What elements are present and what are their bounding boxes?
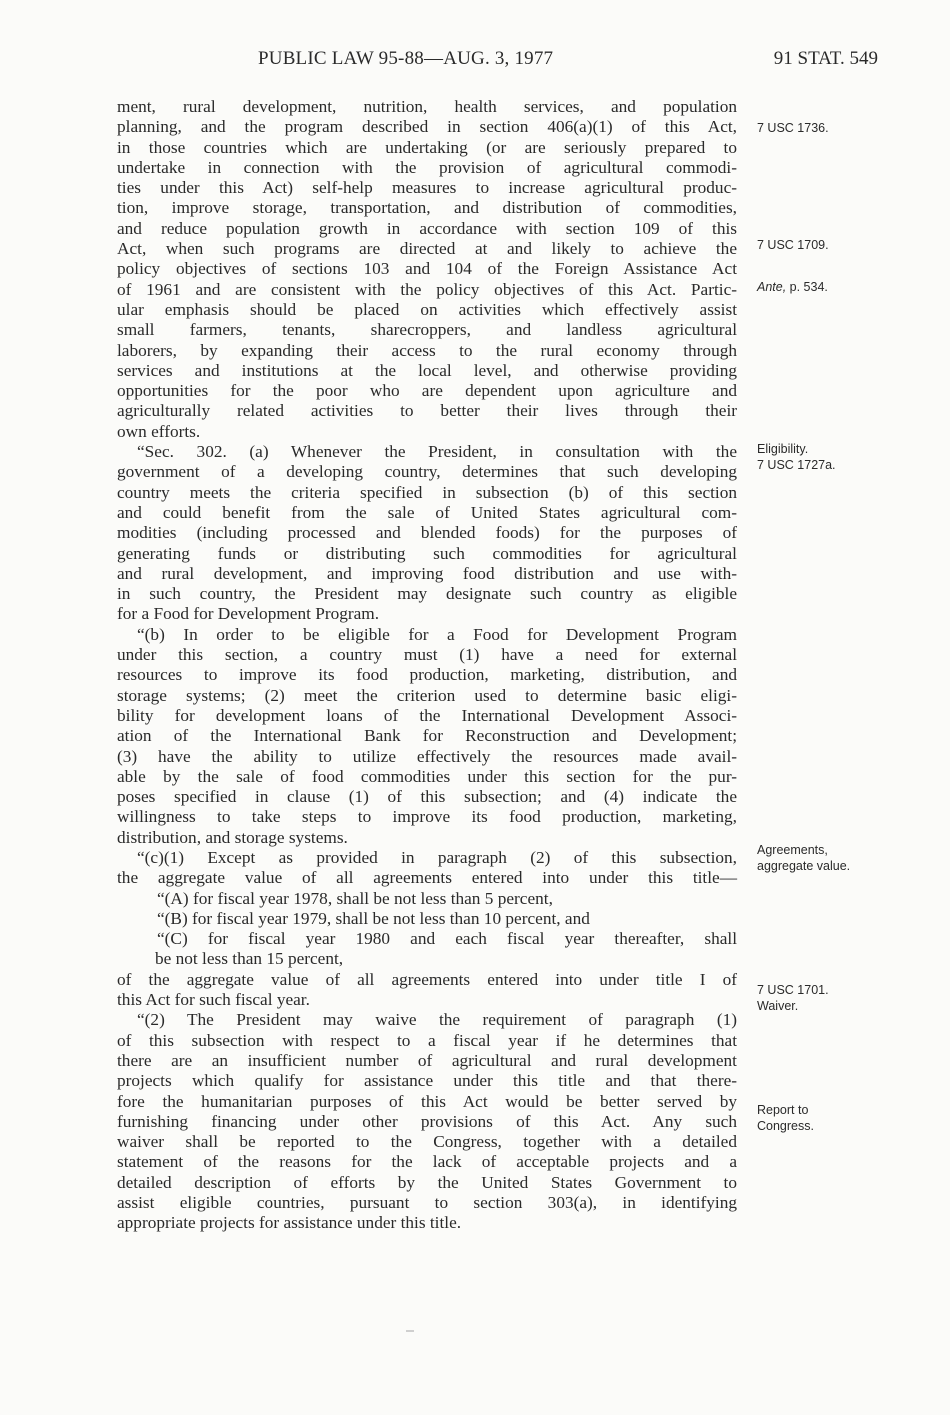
margin-note-usc-1709: 7 USC 1709. (757, 238, 829, 252)
text-line: ation of the International Bank for Reconstruction and Development; (117, 726, 737, 746)
text-line: willingness to take steps to improve its food production, marketing, (117, 807, 737, 827)
text-line: ular emphasis should be placed on activities which effectively assist (117, 299, 737, 319)
text-line: resources to improve its food production, marketing, distribution, and (117, 665, 737, 685)
print-speck (406, 1330, 414, 1332)
text-line: opportunities for the poor who are dependent upon agriculture and (117, 381, 737, 401)
text-line: projects which qualify for assistance under this title and that there- (117, 1071, 737, 1091)
text-line: services and institutions at the local level, and otherwise providing (117, 360, 737, 380)
text-line: agriculturally related activities to better their lives through their (117, 401, 737, 421)
text-line: modities (including processed and blended foods) for the purposes of (117, 523, 737, 543)
text-line: “(A) for fiscal year 1978, shall be not less than 5 percent, (157, 888, 553, 908)
text-line: ties under this Act) self-help measures to increase agricultural produc- (117, 178, 737, 198)
text-line: appropriate projects for assistance under this title. (117, 1213, 462, 1233)
text-line: be not less than 15 percent, (155, 949, 344, 969)
text-line: (3) have the ability to utilize effectively the resources made avail- (117, 746, 737, 766)
text-line: there are an insufficient number of agricultural and rural development (117, 1050, 737, 1070)
page-header (0, 48, 950, 74)
margin-note-report-to-congress: Report to Congress. (757, 1103, 814, 1133)
text-line: “(B) for fiscal year 1979, shall be not less than 10 percent, and (157, 908, 590, 928)
text-line: this Act for such fiscal year. (117, 990, 310, 1010)
text-line: ment, rural development, nutrition, health services, and population (117, 97, 737, 116)
text-line: own efforts. (117, 421, 201, 441)
text-line: of this subsection with respect to a fiscal year if he determines that (117, 1030, 737, 1050)
margin-note-agreements-aggregate-value: Agreements, aggregate value. (757, 843, 851, 873)
text-line: detailed description of efforts by the United States Government to (117, 1172, 737, 1192)
header-page-number: 91 STAT. 549 (773, 48, 878, 69)
text-line: small farmers, tenants, sharecroppers, and landless agricultural (117, 320, 737, 340)
statute-body-text (117, 97, 737, 1234)
text-line: of the aggregate value of all agreements entered into under title I of (117, 969, 737, 989)
text-line: “(b) In order to be eligible for a Food for Development Program (137, 624, 737, 644)
text-line: furnishing financing under other provisions of this Act. Any such (117, 1111, 737, 1131)
text-line: generating funds or distributing such commodities for agricultural (117, 543, 737, 563)
text-line: “Sec. 302. (a) Whenever the President, in consultation with the (137, 442, 737, 462)
text-line: laborers, by expanding their access to the rural economy through (117, 340, 737, 360)
text-line: distribution, and storage systems. (117, 827, 348, 847)
text-line: and could benefit from the sale of United States agricultural com- (117, 502, 737, 522)
text-line: and reduce population growth in accordance with section 109 of this (117, 218, 737, 238)
text-line: fore the humanitarian purposes of this Act would be better served by (117, 1091, 737, 1111)
text-line: for a Food for Development Program. (117, 604, 380, 624)
text-line: poses specified in clause (1) of this subsection; and (4) indicate the (117, 787, 737, 807)
text-line: and rural development, and improving food distribution and use with- (117, 563, 737, 583)
text-line: in those countries which are undertaking (or are seriously prepared to (117, 137, 737, 157)
margin-note-ante-p534: Ante, p. 534. (757, 280, 828, 294)
text-line: government of a developing country, determines that such developing (117, 462, 737, 482)
text-line: “(c)(1) Except as provided in paragraph (2) of this subsection, (137, 847, 737, 867)
margin-note-usc-1701-waiver: 7 USC 1701. Waiver. (757, 983, 829, 1013)
text-line: tion, improve storage, transportation, and distribution of commodities, (117, 198, 737, 218)
text-line: of 1961 and are consistent with the policy objectives of this Act. Partic- (117, 279, 737, 299)
text-line: able by the sale of food commodities under this section for the pur- (117, 766, 737, 786)
text-line: waiver shall be reported to the Congress, together with a detailed (117, 1132, 737, 1152)
text-line: “(2) The President may waive the requirement of paragraph (1) (137, 1010, 737, 1030)
text-line: in such country, the President may designate such country as eligible (117, 584, 737, 604)
text-line: under this section, a country must (1) have a need for external (117, 645, 737, 665)
text-line: Act, when such programs are directed at and likely to achieve the (117, 239, 737, 259)
margin-note-usc-1736: 7 USC 1736. (757, 121, 829, 135)
text-line: the aggregate value of all agreements entered into under this title— (117, 868, 737, 888)
text-line: undertake in connection with the provision of agricultural commodi- (117, 157, 737, 177)
header-title: PUBLIC LAW 95-88—AUG. 3, 1977 (258, 48, 554, 69)
margin-note-eligibility: Eligibility. 7 USC 1727a. (757, 442, 836, 472)
text-line: policy objectives of sections 103 and 104 of the Foreign Assistance Act (117, 259, 737, 279)
text-line: bility for development loans of the International Development Associ- (117, 705, 737, 725)
text-line: country meets the criteria specified in subsection (b) of this section (117, 482, 737, 502)
text-line: assist eligible countries, pursuant to section 303(a), in identifying (117, 1193, 737, 1213)
text-line: statement of the reasons for the lack of acceptable projects and a (117, 1152, 737, 1172)
text-line: “(C) for fiscal year 1980 and each fiscal year thereafter, shall (157, 929, 737, 949)
text-line: storage systems; (2) meet the criterion used to determine basic eligi- (117, 685, 737, 705)
text-line: planning, and the program described in section 406(a)(1) of this Act, (117, 117, 737, 137)
